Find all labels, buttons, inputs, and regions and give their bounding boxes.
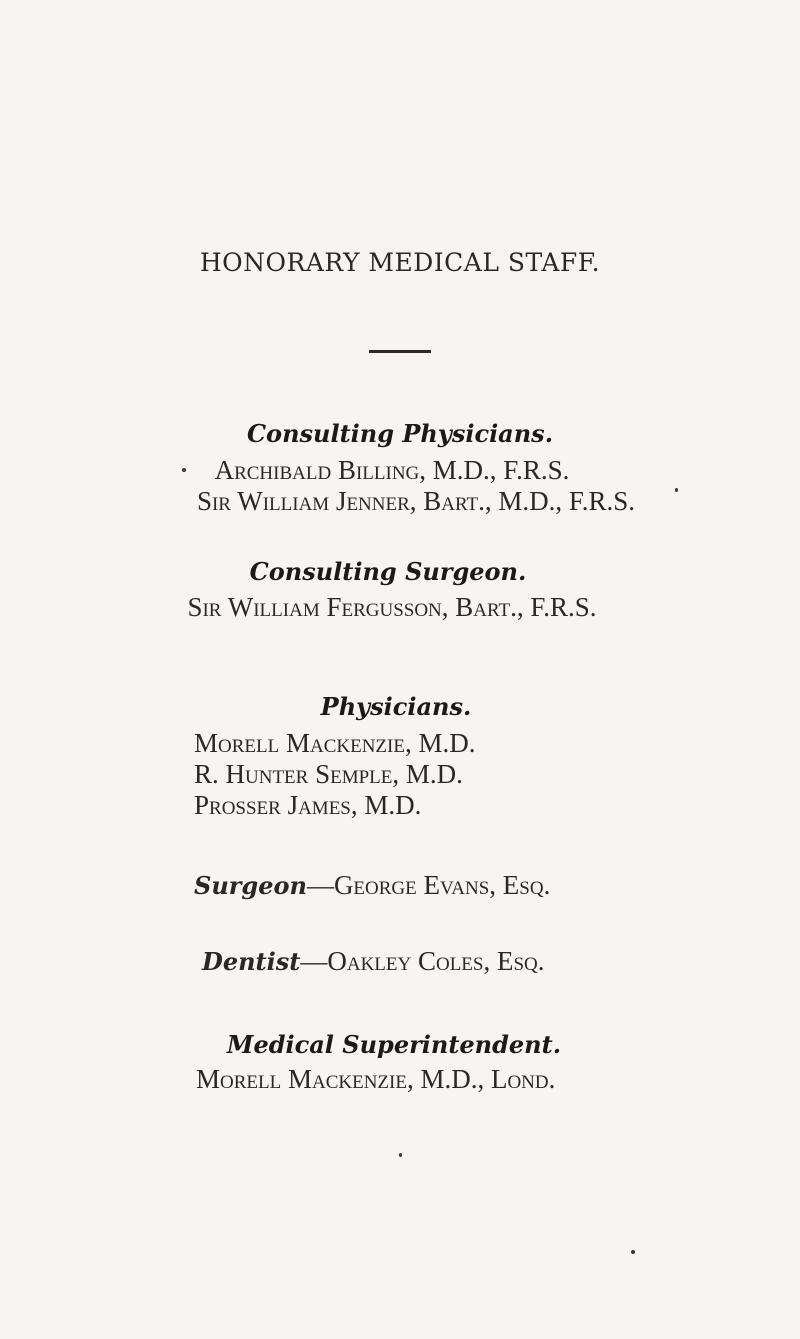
surgeon-section [0,870,800,901]
dentist-heading: Dentist [202,947,301,976]
consulting-physicians-heading: Consulting Physicians. [246,419,554,448]
print-speck [675,488,678,492]
medical-superintendent-list [0,1064,800,1095]
page-title: HONORARY MEDICAL STAFF. [199,248,601,277]
physician-name: R. Hunter Semple, M.D. [194,759,463,789]
physicians-section [0,692,800,722]
consulting-physicians-list [0,455,800,517]
consulting-surgeon-list [0,592,800,623]
print-speck [399,1153,402,1157]
dentist-section [0,946,800,977]
physicians-list [0,728,800,821]
surgeon-line [0,870,800,901]
surgeon-separator: — [306,870,334,900]
superintendent-name: Morell Mackenzie, M.D., Lond. [196,1064,556,1094]
medical-superintendent-section [0,1030,800,1060]
physician-name: Sir William Jenner, Bart., M.D., F.R.S. [196,486,636,516]
dentist-separator: — [300,946,328,976]
dentist-line [0,946,800,977]
consulting-surgeon-section [0,557,800,587]
surgeon-name: Sir William Fergusson, Bart., F.R.S. [187,592,597,622]
print-speck [182,468,186,472]
medical-superintendent-heading: Medical Superintendent. [226,1030,562,1059]
print-speck [631,1250,635,1254]
physician-name: Morell Mackenzie, M.D. [194,728,476,758]
surgeon-heading: Surgeon [194,871,307,900]
consulting-surgeon-heading: Consulting Surgeon. [249,557,527,586]
physician-name: Archibald Billing, M.D., F.R.S. [214,455,570,485]
physicians-heading: Physicians. [320,692,472,721]
physician-name: Prosser James, M.D. [194,790,422,820]
dentist-name: Oakley Coles, Esq. [327,946,545,976]
consulting-physicians-section [0,419,800,449]
title-rule [369,350,431,353]
surgeon-name: George Evans, Esq. [333,870,551,900]
